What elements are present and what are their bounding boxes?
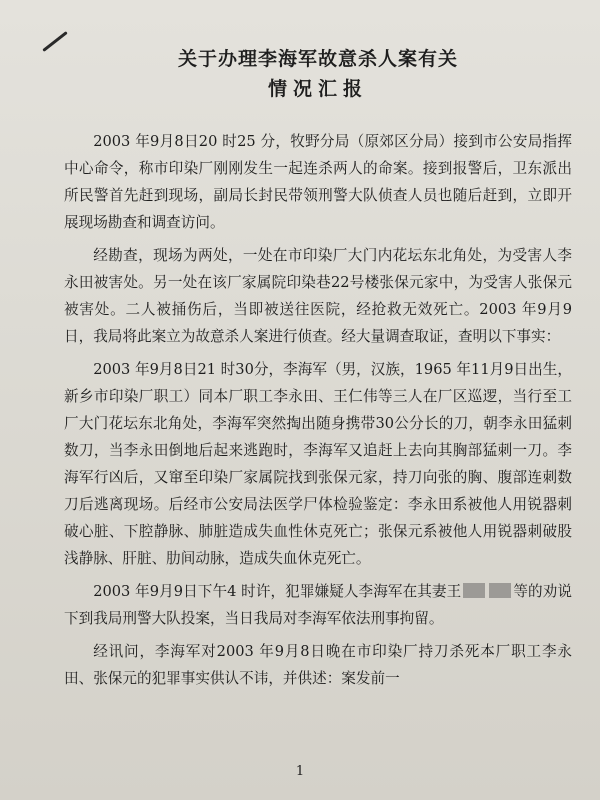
paragraph-1: 2003 年9月8日20 时25 分，牧野分局（原郊区分局）接到市公安局指挥中心命令，称市印染厂刚刚发生一起连杀两人的命案。接到报警后，卫东派出所民警首先赶到现场，副局长封民带领刑警大队侦查人员也随后赶到，立即开展现场勘查和调查访问。: [64, 133, 572, 231]
page-number: 1: [295, 764, 305, 779]
redaction-box: [463, 583, 485, 598]
paragraph-2: 经勘查，现场为两处，一处在市印染厂大门内花坛东北角处，为受害人李永田被害处。另一处在该厂家属院印染巷22号楼张保元家中，为受害人张保元被害处。二人被捅伤后，当即被送往医院，经抢救无效死亡。2003 年9月9日，我局将此案立为故意杀人案进行侦查。经大量调查取证，查明以下事实：: [64, 247, 572, 345]
paragraph-5: 经讯问，李海军对2003 年9月8日晚在市印染厂持刀杀死本厂职工李永田、张保元的犯罪事实供认不讳，并供述：案发前一: [64, 643, 572, 687]
document-title: 关于办理李海军故意杀人案有关: [177, 48, 458, 70]
paragraph-4-part-b: 等的劝说下到我局刑警大队投案，当日我局对李海军依法刑事拘留。: [64, 583, 572, 627]
paragraph-4-part-a: 2003 年9月9日下午4 时许，犯罪嫌疑人李海军在其妻王: [93, 583, 462, 600]
paragraph-3: 2003 年9月8日21 时30分，李海军（男，汉族，1965 年11月9日出生，新乡市印染厂职工）同本厂职工李永田、王仁伟等三人在厂区巡逻，当行至工厂大门花坛东北角处，李海军突然掏出随身携带30公分长的刀，朝李永田猛刺数刀，当李永田倒地后起来逃跑时，李海军又追赶上去向其胸部猛刺一刀。李海军行凶后，又窜至印染厂家属院找到张保元家，持刀向张的胸、腹部连刺数刀后逃离现场。后经市公安局法医学尸体检验鉴定：李永田系被他人用锐器刺破心脏、下腔静脉、肺脏造成失血性休克死亡；张保元系被他人用锐器刺破股浅静脉、肝脏、肋间动脉，造成失血休克死亡。: [64, 361, 572, 567]
paragraph-4: [64, 578, 572, 632]
document-title-line2: 情况汇报: [267, 78, 368, 100]
redaction-box: [489, 583, 511, 598]
